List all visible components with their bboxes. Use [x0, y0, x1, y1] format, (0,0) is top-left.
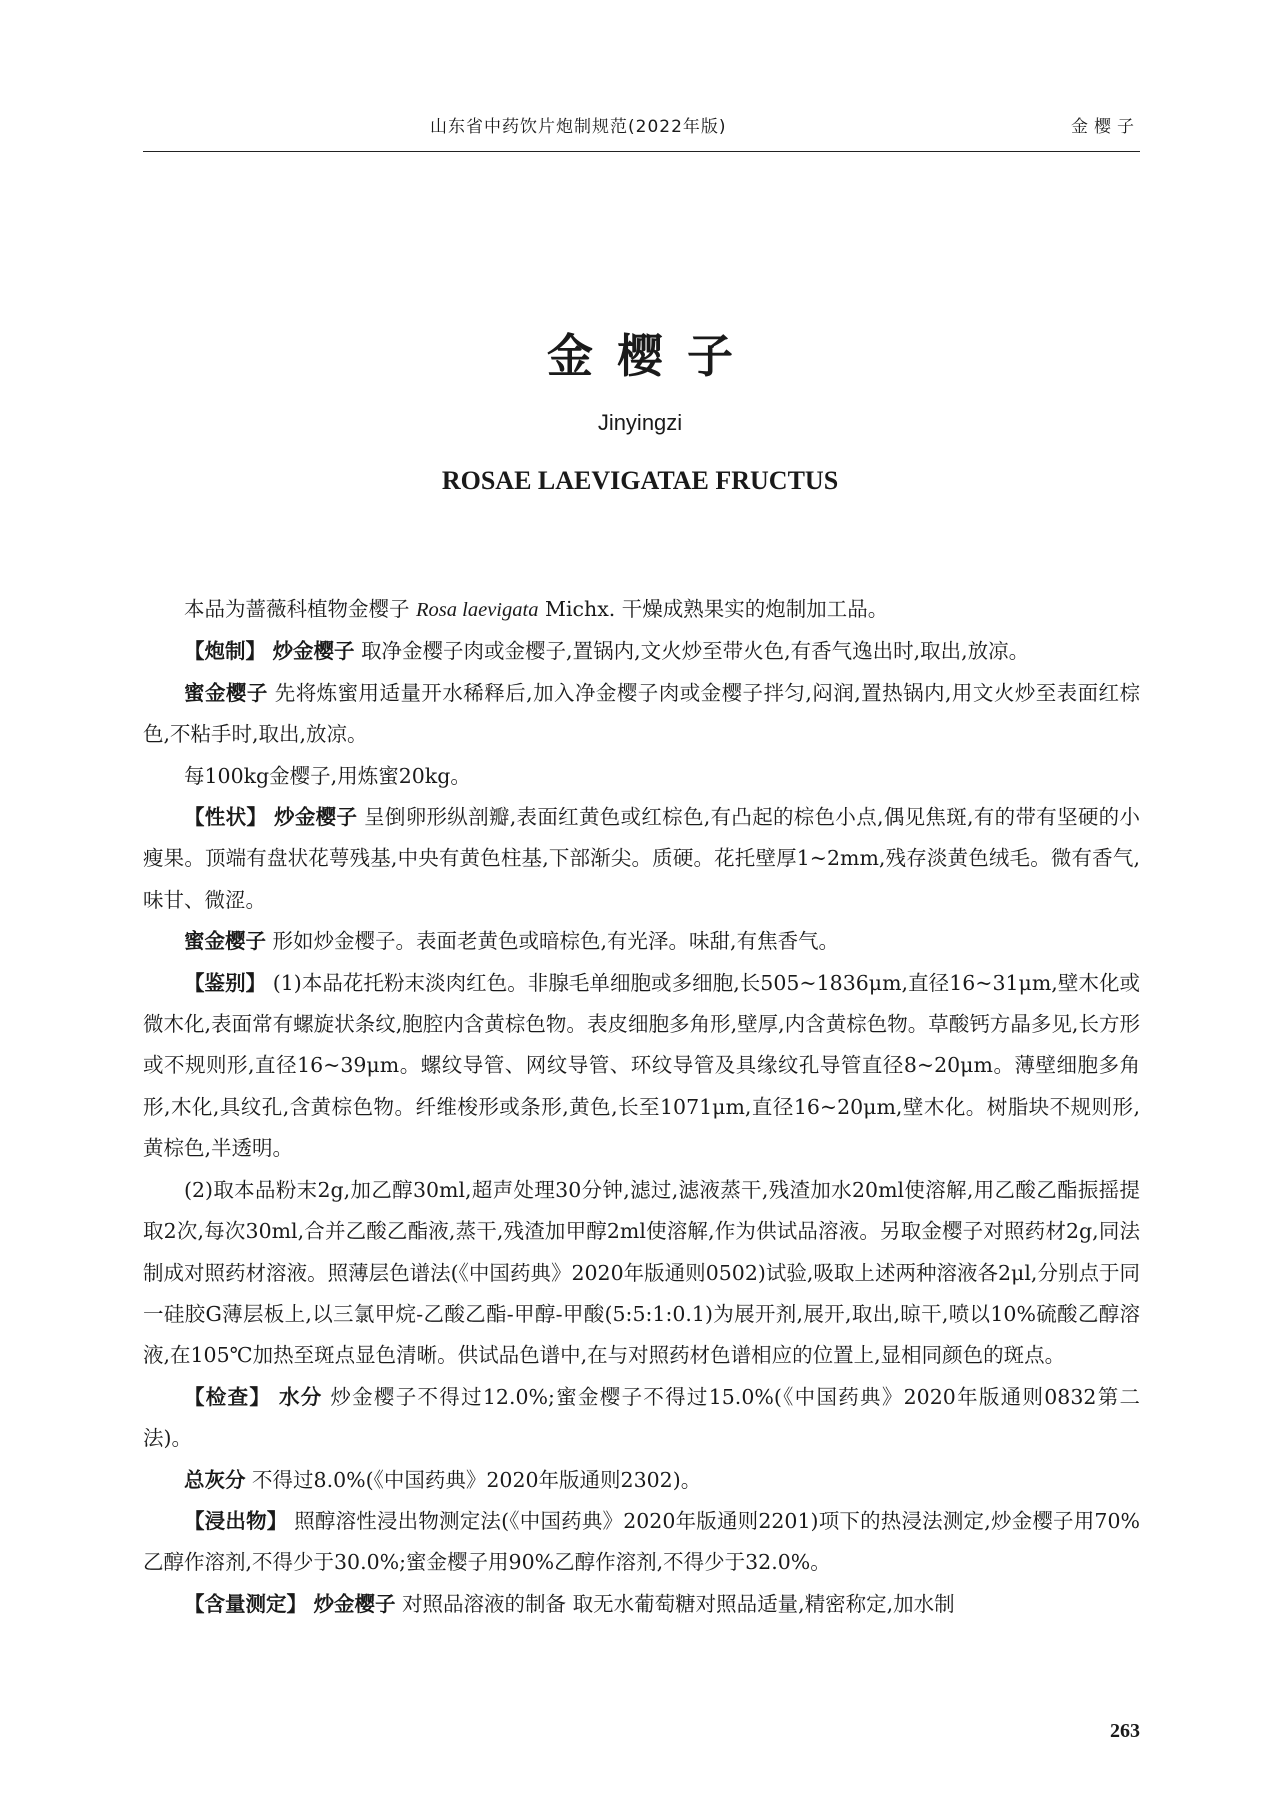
section-heading-processing: 【炮制】: [184, 639, 266, 664]
section-heading-assay: 【含量测定】: [184, 1591, 307, 1616]
processing-fried-text: 取净金樱子肉或金樱子,置锅内,文火炒至带火色,有香气逸出时,取出,放凉。: [361, 639, 1030, 664]
subheading-fried: 炒金樱子: [313, 1591, 396, 1616]
assay-paragraph: [143, 1584, 1140, 1625]
character-fried-text: 呈倒卵形纵剖瓣,表面红黄色或红棕色,有凸起的棕色小点,偶见焦斑,有的带有坚硬的小瘦果。顶端有盘状花萼残基,中央有黄色柱基,下部渐尖。质硬。花托壁厚1~2mm,残存淡黄色绒毛。微有香气,味甘、微涩。: [143, 805, 1140, 912]
subheading-total-ash: 总灰分: [184, 1467, 246, 1492]
processing-paragraph: [143, 631, 1140, 672]
subheading-moisture: 水分: [278, 1384, 323, 1409]
extract-text: 照醇溶性浸出物测定法(《中国药典》2020年版通则2201)项下的热浸法测定,炒金樱子用70%乙醇作溶剂,不得少于30.0%;蜜金樱子用90%乙醇作溶剂,不得少于32.0%。: [143, 1508, 1140, 1575]
entry-title-latin: ROSAE LAEVIGATAE FRUCTUS: [441, 466, 839, 495]
latin-species-name: Rosa laevigata: [416, 599, 539, 621]
entry-title-chinese: 金樱子: [547, 329, 757, 383]
inspection-paragraph: [143, 1377, 1140, 1460]
header-rule: [143, 151, 1140, 152]
identification-microscopy-text: (1)本品花托粉末淡肉红色。非腺毛单细胞或多细胞,长505~1836μm,直径16~31μm,壁木化或微木化,表面常有螺旋状条纹,胞腔内含黄棕色物。表皮细胞多角形,壁厚,内含黄棕色物。草酸钙方晶多见,长方形或不规则形,直径16~39μm。螺纹导管、网纹导管、环纹导管及具缘纹孔导管直径8~20μm。薄壁细胞多角形,木化,具纹孔,含黄棕色物。纤维梭形或条形,黄色,长至1071μm,直径16~20μm,壁木化。树脂块不规则形,黄棕色,半透明。: [143, 970, 1140, 1161]
intro-paragraph: [143, 589, 1140, 631]
subheading-fried: 炒金樱子: [272, 639, 355, 664]
running-header-entry-title: 金樱子: [1071, 117, 1140, 137]
subheading-honey: 蜜金樱子: [184, 680, 268, 705]
assay-text: 对照品溶液的制备 取无水葡萄糖对照品适量,精密称定,加水制: [402, 1591, 955, 1616]
section-heading-character: 【性状】: [184, 805, 268, 830]
intro-text: 本品为蔷薇科植物金樱子: [184, 597, 417, 621]
inspection-moisture-text: 炒金樱子不得过12.0%;蜜金樱子不得过15.0%(《中国药典》2020年版通则0832第二法)。: [143, 1384, 1140, 1451]
subheading-fried: 炒金樱子: [274, 805, 358, 830]
section-heading-inspection: 【检查】: [184, 1384, 272, 1409]
inspection-ash-paragraph: [143, 1460, 1140, 1501]
intro-text-end: Michx. 干燥成熟果实的炮制加工品。: [538, 597, 889, 621]
running-header-book-title: 山东省中药饮片炮制规范(2022年版): [430, 117, 727, 137]
processing-ratio-paragraph: 每100kg金樱子,用炼蜜20kg。: [184, 763, 471, 788]
page-number: 263: [1110, 1720, 1140, 1742]
character-paragraph: [143, 797, 1140, 921]
subheading-honey: 蜜金樱子: [184, 929, 266, 954]
monograph-body: [143, 589, 1140, 1625]
processing-honey-paragraph: [143, 673, 1140, 756]
character-honey-paragraph: [143, 921, 1140, 962]
section-heading-extract: 【浸出物】: [184, 1508, 288, 1533]
extract-paragraph: [143, 1501, 1140, 1584]
identification-paragraph-1: [143, 963, 1140, 1170]
processing-honey-text: 先将炼蜜用适量开水稀释后,加入净金樱子肉或金樱子拌匀,闷润,置热锅内,用文火炒至表面红棕色,不粘手时,取出,放凉。: [143, 680, 1140, 747]
entry-title-pinyin: Jinyingzi: [597, 410, 683, 435]
identification-paragraph-2: (2)取本品粉末2g,加乙醇30ml,超声处理30分钟,滤过,滤液蒸干,残渣加水20ml使溶解,用乙酸乙酯振摇提取2次,每次30ml,合并乙酸乙酯液,蒸干,残渣加甲醇2ml使溶解,作为供试品溶液。另取金樱子对照药材2g,同法制成对照药材溶液。照薄层色谱法(《中国药典》2020年版通则0502)试验,吸取上述两种溶液各2μl,分别点于同一硅胶G薄层板上,以三氯甲烷-乙酸乙酯-甲醇-甲酸(5:5:1:0.1)为展开剂,展开,取出,晾干,喷以10%硫酸乙醇溶液,在105℃加热至斑点显色清晰。供试品色谱中,在与对照药材色谱相应的位置上,显相同颜色的斑点。: [143, 1177, 1140, 1368]
character-honey-text: 形如炒金樱子。表面老黄色或暗棕色,有光泽。味甜,有焦香气。: [272, 929, 840, 954]
inspection-ash-text: 不得过8.0%(《中国药典》2020年版通则2302)。: [252, 1467, 702, 1492]
section-heading-identification: 【鉴别】: [184, 970, 267, 995]
